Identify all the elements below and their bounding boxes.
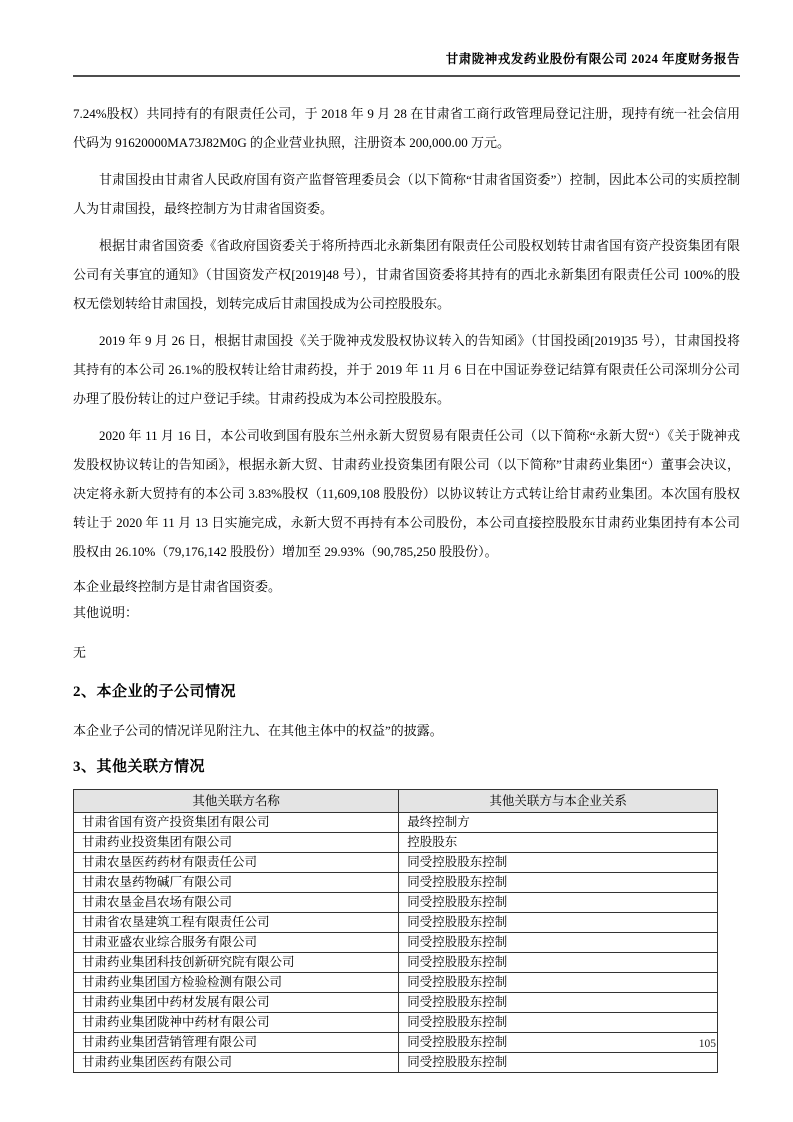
table-row — [74, 1053, 718, 1073]
table-row — [74, 1013, 718, 1033]
table-cell: 同受控股股东控制 — [399, 913, 718, 933]
table-cell: 最终控制方 — [399, 813, 718, 833]
table-cell: 同受控股股东控制 — [399, 1053, 718, 1073]
table-row — [74, 953, 718, 973]
table-cell: 同受控股股东控制 — [399, 973, 718, 993]
other-notes-label: 其他说明： — [73, 605, 139, 620]
paragraph-continuation: 7.24%股权）共同持有的有限责任公司，于 2018 年 9 月 28 在甘肃省工商行政管理局登记注册，现持有统一社会信用代码为 91620000MA73J82M0G 的企业营业执照，注册资本 200,000.00 万元。 — [73, 106, 740, 150]
document-body — [73, 99, 740, 1073]
none-text: 无 — [73, 645, 87, 660]
table-row — [74, 993, 718, 1013]
table-cell: 甘肃药业集团中药材发展有限公司 — [74, 993, 399, 1013]
table-row — [74, 973, 718, 993]
table-cell: 甘肃药业集团营销管理有限公司 — [74, 1033, 399, 1053]
table-cell: 甘肃药业集团科技创新研究院有限公司 — [74, 953, 399, 973]
table-cell: 同受控股股东控制 — [399, 1013, 718, 1033]
table-cell: 甘肃药业集团陇神中药材有限公司 — [74, 1013, 399, 1033]
table-cell: 同受控股股东控制 — [399, 1033, 718, 1053]
table-cell: 甘肃农垦医药药材有限责任公司 — [74, 853, 399, 873]
page-number: 105 — [698, 1038, 716, 1050]
table-cell: 同受控股股东控制 — [399, 933, 718, 953]
table-cell: 甘肃省国有资产投资集团有限公司 — [74, 813, 399, 833]
table-row — [74, 813, 718, 833]
related-parties-table — [73, 789, 718, 1073]
table-cell: 同受控股股东控制 — [399, 873, 718, 893]
paragraph-transfer-2019-notice: 根据甘肃省国资委《省政府国资委关于将所持西北永新集团有限责任公司股权划转甘肃省国有资产投资集团有限公司有关事宜的通知》（甘国资发产权[2019]48 号），甘肃省国资委将其持有的西北永新集团有限责任公司 100%的股权无偿划转给甘肃国投，划转完成后甘肃国投成为公司控股股东。 — [73, 238, 740, 311]
table-header-row — [74, 790, 718, 813]
table-row — [74, 833, 718, 853]
section-heading-related-parties: 3、其他关联方情况 — [73, 759, 206, 775]
table-cell: 甘肃农垦金昌农场有限公司 — [74, 893, 399, 913]
table-row — [74, 1033, 718, 1053]
table-row — [74, 853, 718, 873]
table-row — [74, 893, 718, 913]
table-cell: 甘肃药业集团国方检验检测有限公司 — [74, 973, 399, 993]
paragraph-controller: 甘肃国投由甘肃省人民政府国有资产监督管理委员会（以下简称“甘肃省国资委”）控制，因此本公司的实质控制人为甘肃国投，最终控制方为甘肃省国资委。 — [73, 172, 740, 216]
table-cell: 甘肃药业投资集团有限公司 — [74, 833, 399, 853]
page-header-title: 甘肃陇神戎发药业股份有限公司 2024 年度财务报告 — [73, 50, 740, 77]
table-cell: 同受控股股东控制 — [399, 993, 718, 1013]
section-heading-subsidiaries: 2、本企业的子公司情况 — [73, 684, 237, 700]
table-cell: 同受控股股东控制 — [399, 893, 718, 913]
table-cell: 同受控股股东控制 — [399, 853, 718, 873]
table-cell: 甘肃省农垦建筑工程有限责任公司 — [74, 913, 399, 933]
table-cell: 甘肃药业集团医药有限公司 — [74, 1053, 399, 1073]
table-cell: 控股股东 — [399, 833, 718, 853]
paragraph-transfer-2019: 2019 年 9 月 26 日，根据甘肃国投《关于陇神戎发股权协议转入的告知函》（甘国投函[2019]35 号），甘肃国投将其持有的本公司 26.1%的股权转让给甘肃药投，并于 2019 年 11 月 6 日在中国证券登记结算有限责任公司深圳分公司办理了股份转让的过户登记手续。甘肃药投成为本公司控股股东。 — [73, 333, 740, 406]
table-row — [74, 913, 718, 933]
table-cell: 甘肃亚盛农业综合服务有限公司 — [74, 933, 399, 953]
table-cell: 同受控股股东控制 — [399, 953, 718, 973]
ultimate-controller-line: 本企业最终控制方是甘肃省国资委。 — [73, 579, 282, 594]
table-row — [74, 873, 718, 893]
table-header-relation: 其他关联方与本企业关系 — [399, 790, 718, 813]
table-row — [74, 933, 718, 953]
paragraph-transfer-2020: 2020 年 11 月 16 日，本公司收到国有股东兰州永新大贸贸易有限责任公司（以下简称“永新大贸“）《关于陇神戎发股权协议转让的告知函》，根据永新大贸、甘肃药业投资集团有限公司（以下简称”甘肃药业集团“）董事会决议，决定将永新大贸持有的本公司 3.83%股权（11,609,108 股股份）以协议转让方式转让给甘肃药业集团。本次国有股权转让于 2020 年 11 月 13 日实施完成，永新大贸不再持有本公司股份，本公司直接控股股东甘肃药业集团持有本公司股权由 26.10%（79,176,142 股股份）增加至 29.93%（90,785,250 股股份）。 — [73, 428, 740, 559]
table-cell: 甘肃农垦药物碱厂有限公司 — [74, 873, 399, 893]
subsidiaries-body: 本企业子公司的情况详见附注九、在其他主体中的权益”的披露。 — [73, 723, 443, 738]
table-header-name: 其他关联方名称 — [74, 790, 399, 813]
related-parties-table-body — [74, 813, 718, 1073]
